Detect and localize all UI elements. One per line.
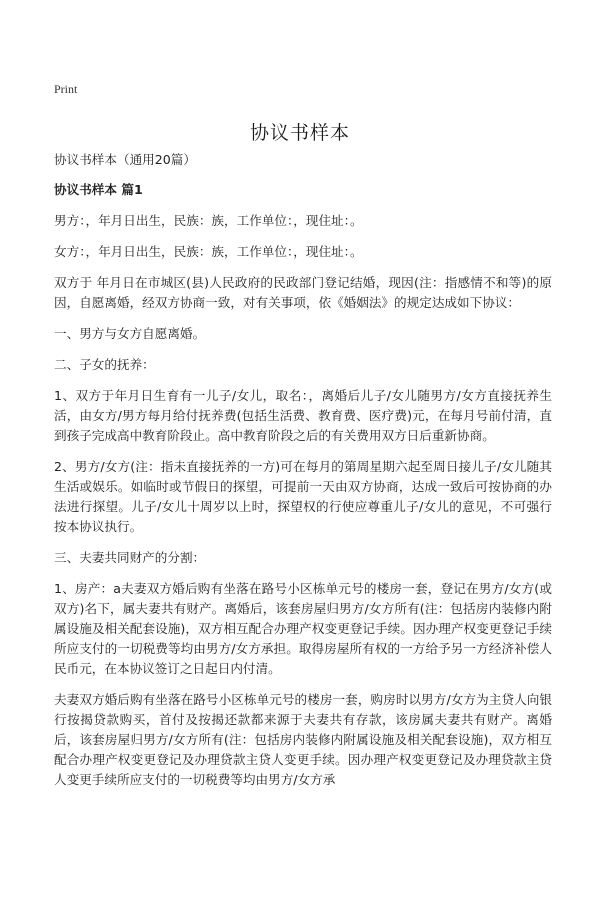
paragraph-husband-info: 男方：，年月日出生，民族：族，工作单位：，现住址：。 [54,213,363,228]
print-label: Print [54,82,78,96]
document-body [54,150,552,801]
paragraph-child-support: 1、双方于年月日生育有一儿子/女儿，取名：，离婚后儿子/女儿随男方/女方直接抚养生活，由女方/男方每月给付抚养费(包括生活费、教育费、医疗费)元，在每月号前付清，直到孩子完成高中教育阶段止。高中教育阶段之后的有关费用双方日后重新协商。 [54,388,552,443]
paragraph-clause-3: 三、夫妻共同财产的分割： [54,550,206,565]
paragraph-property-2: 夫妻双方婚后购有坐落在路号小区栋单元号的楼房一套，购房时以男方/女方为主贷人向银行按揭贷款购买，首付及按揭还款都来源于夫妻共有存款，该房属夫妻共有财产。离婚后，该套房屋归男方/女方所有(注：包括房内装修内附属设施及相关配套设施)，双方相互配合办理产权变更登记及办理贷款主贷人变更手续。因办理产权变更登记及办理贷款主贷人变更手续所应支付的一切税费等均由男方/女方承 [54,692,552,787]
document-subtitle: 协议书样本（通用20篇） [54,152,196,167]
paragraph-clause-1: 一、男方与女方自愿离婚。 [54,326,206,341]
paragraph-wife-info: 女方：，年月日出生，民族：族，工作单位：，现住址：。 [54,244,363,259]
paragraph-intro: 双方于 年月日在市城区(县)人民政府的民政部门登记结婚，现因(注：指感情不和等)的原因，自愿离婚，经双方协商一致，对有关事项，依《婚姻法》的规定达成如下协议： [54,275,552,310]
document-title: 协议书样本 [249,122,350,144]
paragraph-clause-2: 二、子女的抚养： [54,357,155,372]
paragraph-property-1: 1、房产：a夫妻双方婚后购有坐落在路号小区栋单元号的楼房一套，登记在男方/女方(或双方)名下，属夫妻共有财产。离婚后，该套房屋归男方/女方所有(注：包括房内装修内附属设施及相关配套设施)，双方相互配合办理产权变更登记手续。因办理产权变更登记手续所应支付的一切税费等均由男方/女方承担。取得房屋所有权的一方给予另一方经济补偿人民币元，在本协议签订之日起日内付清。 [54,581,552,676]
paragraph-visitation: 2、男方/女方(注：指未直接抚养的一方)可在每月的第周星期六起至周日接儿子/女儿随其生活或娱乐。如临时或节假日的探望，可提前一天由双方协商，达成一致后可按协商的办法进行探望。儿子/女儿十周岁以上时，探望权的行使应尊重儿子/女儿的意见，不可强行按本协议执行。 [54,459,552,534]
section-heading: 协议书样本 篇1 [54,182,143,197]
